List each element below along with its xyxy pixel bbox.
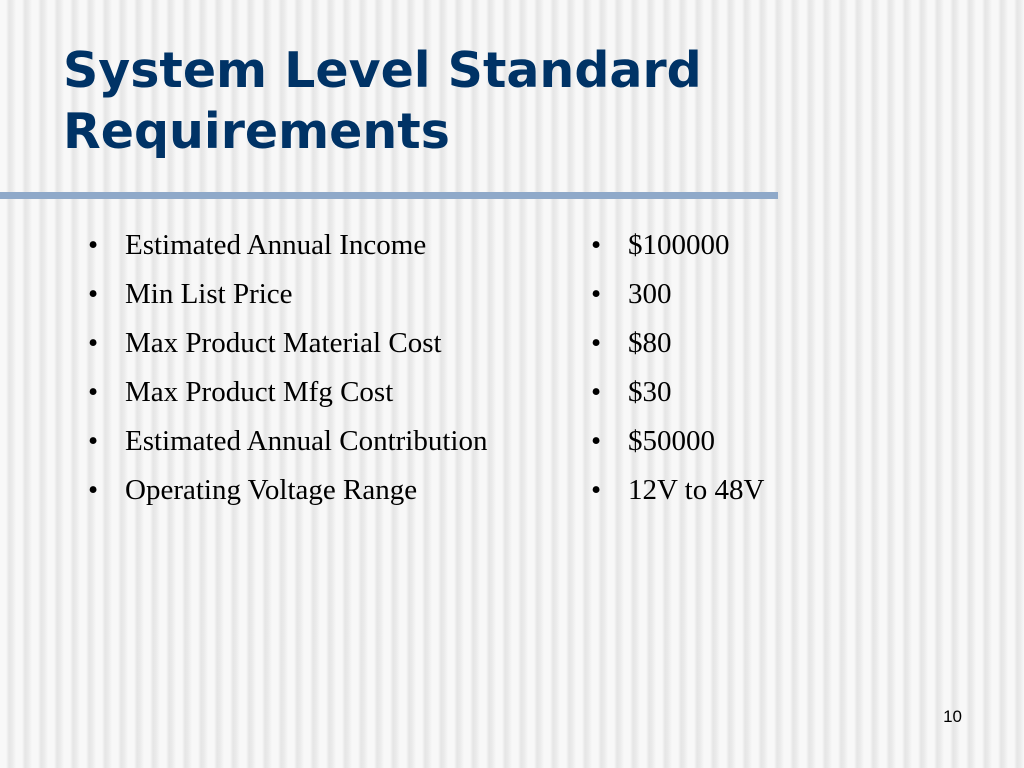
requirement-labels-list bbox=[88, 221, 487, 515]
bullet-icon: • bbox=[88, 229, 99, 261]
list-item bbox=[88, 221, 487, 270]
requirement-value: $30 bbox=[628, 376, 672, 408]
list-item bbox=[591, 270, 764, 319]
bullet-icon: • bbox=[88, 425, 99, 457]
requirement-label: Estimated Annual Contribution bbox=[125, 425, 488, 457]
bullet-icon: • bbox=[591, 425, 602, 457]
bullet-icon: • bbox=[591, 474, 602, 506]
requirement-value: 300 bbox=[628, 278, 672, 310]
requirement-label: Operating Voltage Range bbox=[125, 474, 418, 506]
list-item bbox=[88, 368, 487, 417]
requirement-value: 12V to 48V bbox=[628, 474, 765, 506]
list-item bbox=[591, 221, 764, 270]
list-item bbox=[88, 466, 487, 515]
bullet-icon: • bbox=[591, 327, 602, 359]
list-item bbox=[88, 417, 487, 466]
list-item bbox=[88, 319, 487, 368]
bullet-icon: • bbox=[88, 327, 99, 359]
list-item bbox=[591, 466, 764, 515]
requirement-label: Min List Price bbox=[125, 278, 293, 310]
bullet-icon: • bbox=[88, 376, 99, 408]
list-item bbox=[591, 368, 764, 417]
requirement-value: $100000 bbox=[628, 229, 730, 261]
requirement-value: $50000 bbox=[628, 425, 715, 457]
page-number: 10 bbox=[943, 707, 962, 726]
requirement-label: Max Product Material Cost bbox=[125, 327, 442, 359]
bullet-icon: • bbox=[88, 474, 99, 506]
bullet-icon: • bbox=[591, 229, 602, 261]
requirement-values-list bbox=[591, 221, 764, 515]
requirement-label: Estimated Annual Income bbox=[125, 229, 427, 261]
slide-title: System Level Standard Requirements bbox=[63, 42, 702, 160]
list-item bbox=[591, 319, 764, 368]
list-item bbox=[88, 270, 487, 319]
requirement-label: Max Product Mfg Cost bbox=[125, 376, 394, 408]
requirement-value: $80 bbox=[628, 327, 672, 359]
title-divider bbox=[0, 192, 778, 199]
bullet-icon: • bbox=[591, 376, 602, 408]
list-item bbox=[591, 417, 764, 466]
bullet-icon: • bbox=[591, 278, 602, 310]
bullet-icon: • bbox=[88, 278, 99, 310]
